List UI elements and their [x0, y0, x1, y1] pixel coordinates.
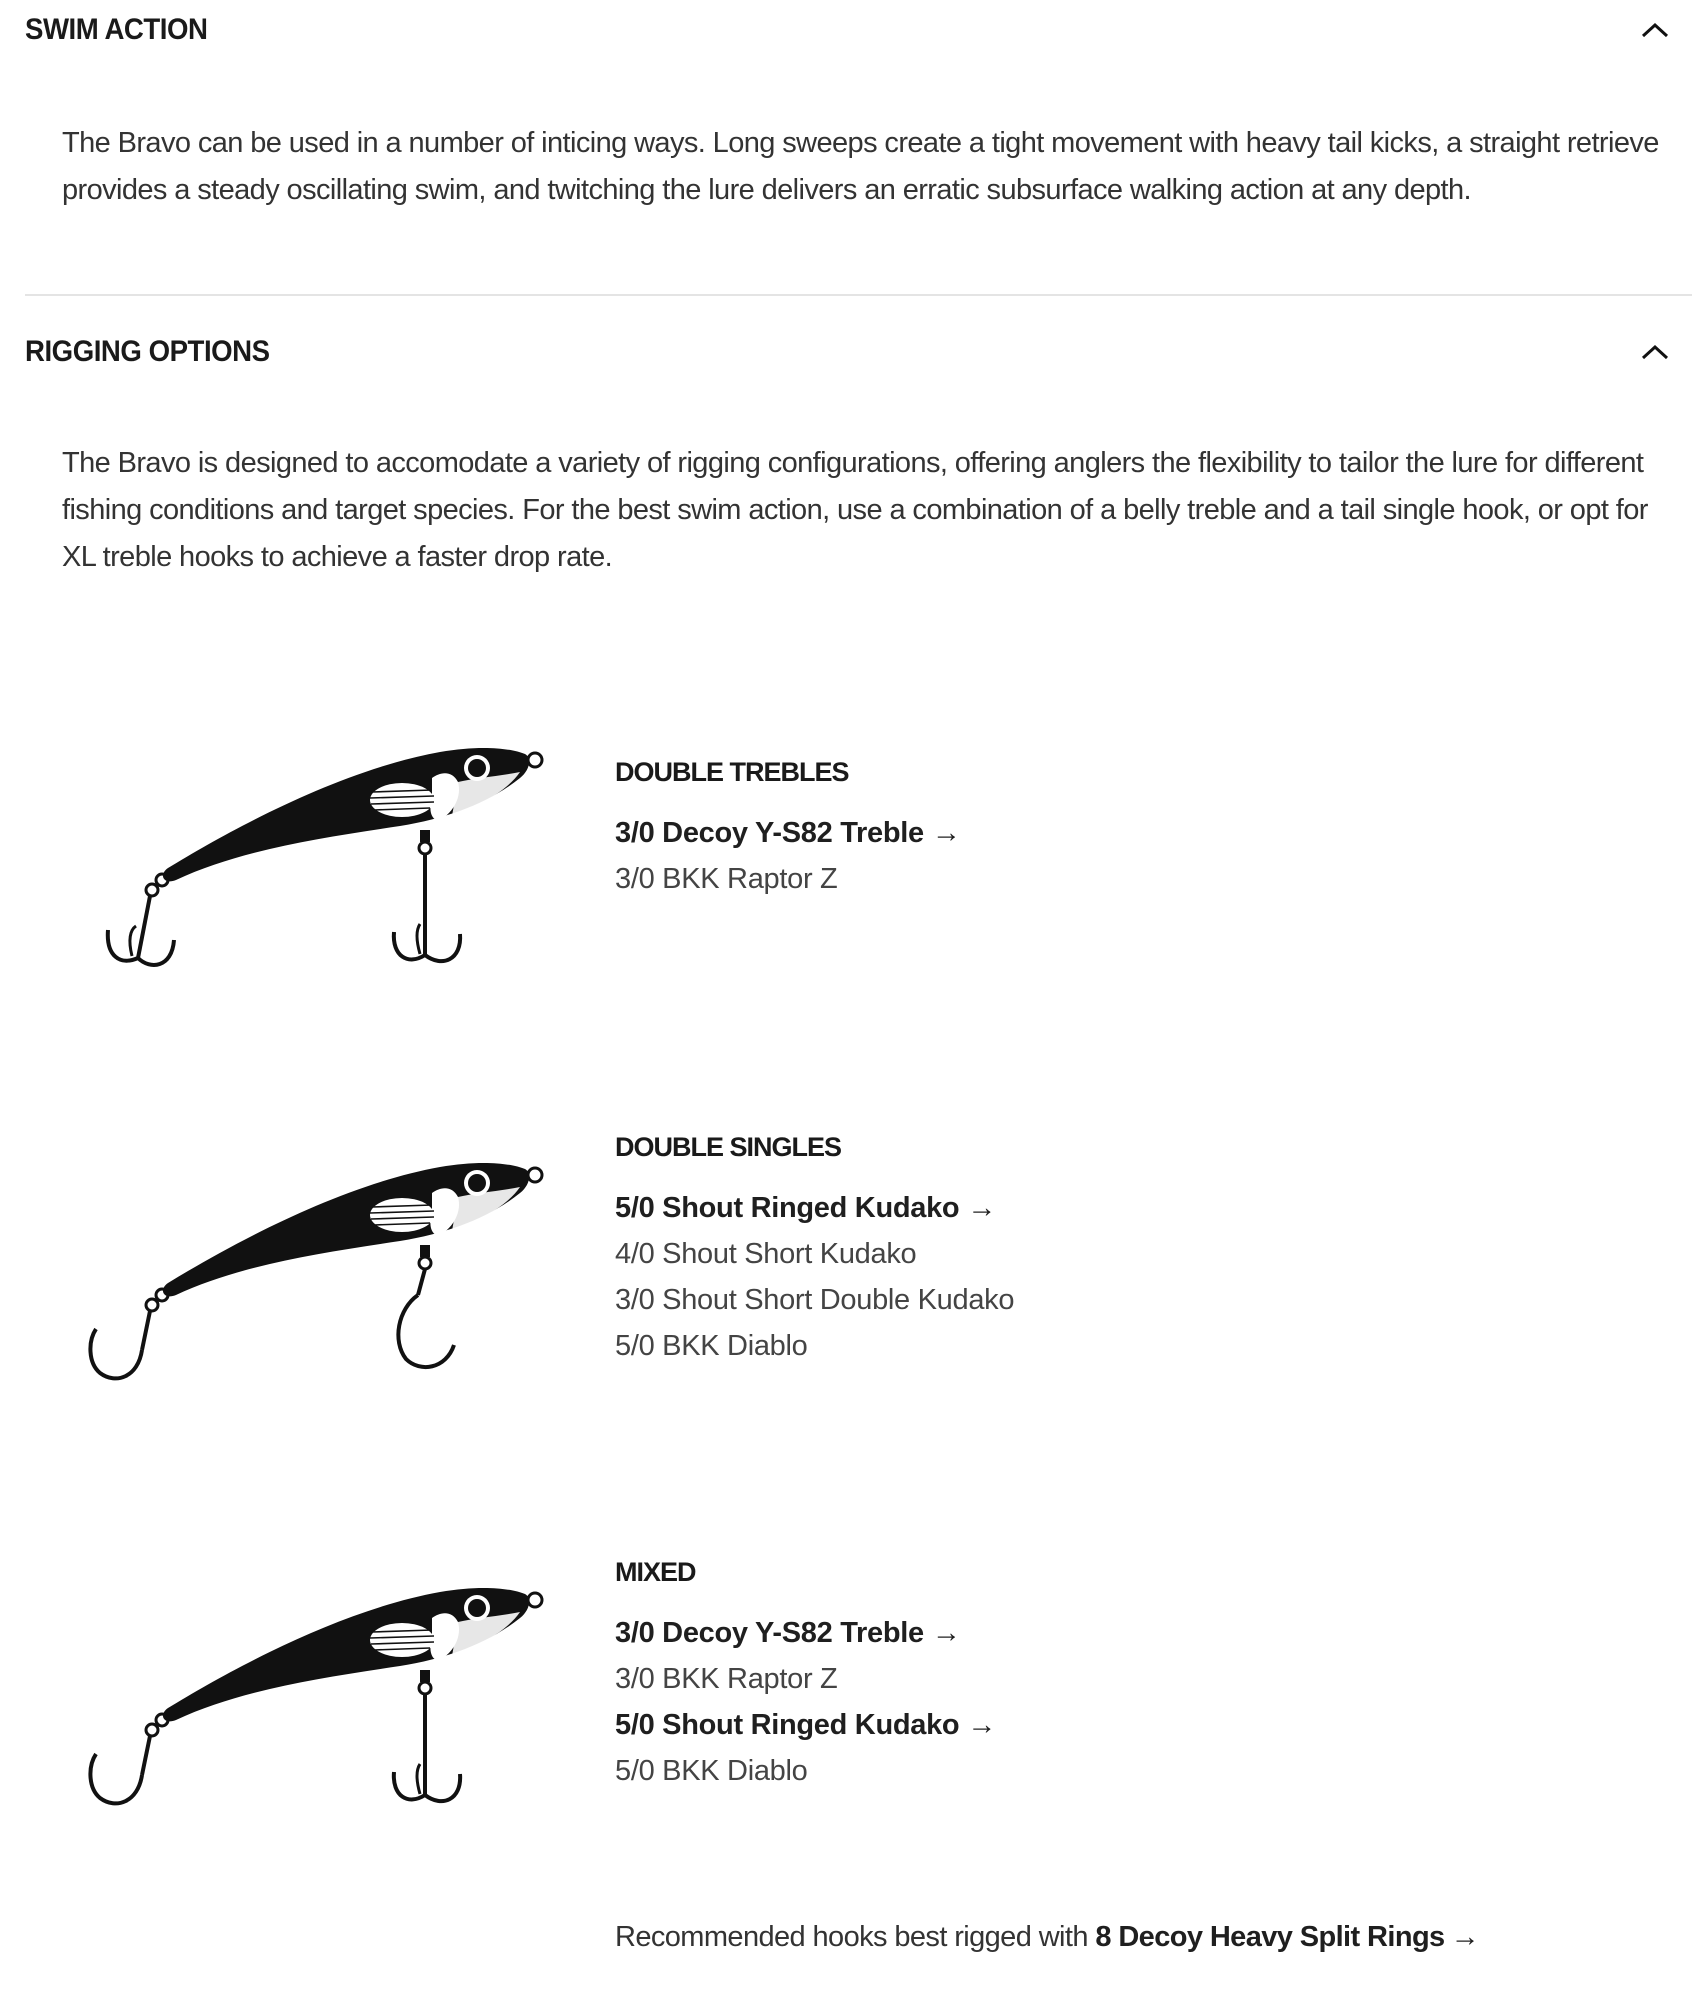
hook-list — [615, 1185, 1014, 1369]
split-rings-link[interactable] — [1095, 1921, 1479, 1953]
hook-link[interactable] — [615, 810, 961, 856]
link-label: 8 Decoy Heavy Split Rings — [1095, 1921, 1445, 1953]
hook-item: 3/0 BKK Raptor Z — [615, 863, 838, 895]
hook-item: 3/0 BKK Raptor Z — [615, 1663, 838, 1695]
hook-link[interactable] — [615, 1185, 1014, 1231]
hook-item: 5/0 BKK Diablo — [615, 1330, 808, 1362]
hook-item: 4/0 Shout Short Kudako — [615, 1238, 917, 1270]
section-header-swim-action[interactable] — [25, 0, 1670, 60]
arrow-right-icon: → — [931, 817, 961, 849]
section-divider — [25, 294, 1692, 296]
hook-label: 5/0 Shout Ringed Kudako — [615, 1192, 960, 1224]
chevron-up-icon[interactable] — [1640, 342, 1670, 362]
lure-double-singles-illustration — [80, 1145, 560, 1385]
lure-double-trebles-illustration — [80, 730, 560, 970]
hook-link[interactable] — [615, 1702, 996, 1748]
option-title: DOUBLE SINGLES — [615, 1132, 842, 1162]
swim-action-description: The Bravo can be used in a number of inticing ways. Long sweeps create a tight movement with heavy tail kicks, a straight retrieve provides a steady oscillating swim, and twitching the lure delivers an erratic subsurface walking action at any depth. — [62, 127, 1659, 206]
hook-label: 3/0 Decoy Y-S82 Treble — [615, 817, 924, 849]
arrow-right-icon: → — [1450, 1921, 1479, 1953]
section-header-rigging-options[interactable] — [25, 322, 1670, 382]
rigging-options-description: The Bravo is designed to accomodate a variety of rigging configurations, offering anglers the flexibility to tailor the lure for different fishing conditions and target species. For the best swim action, use a combination of a belly treble and a tail single hook, or opt for XL treble hooks to achieve a faster drop rate. — [62, 447, 1648, 573]
hook-list — [615, 810, 961, 902]
section-title: SWIM ACTION — [25, 13, 208, 46]
section-title: RIGGING OPTIONS — [25, 335, 270, 368]
hook-item: 5/0 BKK Diablo — [615, 1755, 808, 1787]
lure-mixed-illustration — [80, 1570, 560, 1810]
hook-label: 3/0 Decoy Y-S82 Treble — [615, 1617, 924, 1649]
arrow-right-icon: → — [931, 1617, 961, 1649]
hook-item: 3/0 Shout Short Double Kudako — [615, 1284, 1015, 1316]
arrow-right-icon: → — [967, 1709, 997, 1741]
option-title: MIXED — [615, 1557, 696, 1587]
hook-link[interactable] — [615, 1610, 996, 1656]
option-title: DOUBLE TREBLES — [615, 757, 849, 787]
hook-list — [615, 1610, 996, 1794]
arrow-right-icon: → — [967, 1192, 997, 1224]
chevron-up-icon[interactable] — [1640, 20, 1670, 40]
recommendation-text: Recommended hooks best rigged with — [615, 1921, 1088, 1953]
hook-label: 5/0 Shout Ringed Kudako — [615, 1709, 960, 1741]
split-ring-recommendation — [615, 1917, 1479, 1957]
